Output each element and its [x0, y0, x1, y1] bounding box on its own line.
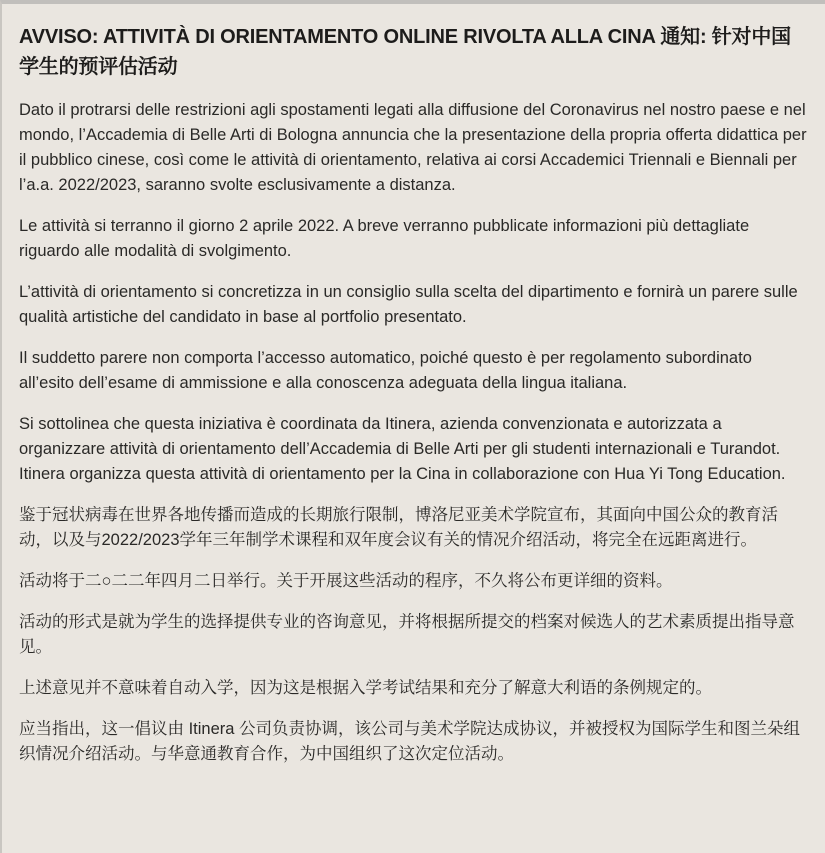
paragraph: Le attività si terranno il giorno 2 aprile 2022. A breve verranno pubblicate informazioni più dettagliate riguardo alle modalità di svolgimento.	[19, 217, 750, 260]
article-body	[19, 98, 810, 767]
paragraph: 应当指出，这一倡议由 Itinera 公司负责协调，该公司与美术学院达成协议，并被授权为国际学生和图兰朵组织情况介绍活动。与华意通教育合作，为中国组织了这次定位活动。	[19, 720, 801, 763]
paragraph: L’attività di orientamento si concretizza in un consiglio sulla scelta del dipartimento e fornirà un parere sulle qualità artistiche del candidato in base al portfolio presentato.	[19, 283, 798, 326]
paragraph: Dato il protrarsi delle restrizioni agli spostamenti legati alla diffusione del Coronavirus nel nostro paese e nel mondo, l’Accademia di Belle Arti di Bologna annuncia che la presentazione della propria offerta didattica per il pubblico cinese, così come le attività di orientamento, relativa ai corsi Accademici Triennali e Biennali per l’a.a. 2022/2023, saranno svolte esclusivamente a distanza.	[19, 101, 807, 194]
paragraph: Il suddetto parere non comporta l’accesso automatico, poiché questo è per regolamento subordinato all’esito dell’esame di ammissione e alla conoscenza adeguata della lingua italiana.	[19, 349, 752, 392]
paragraph: 活动将于二○二二年四月二日举行。关于开展这些活动的程序，不久将公布更详细的资料。	[19, 572, 673, 590]
paragraph: 鉴于冠状病毒在世界各地传播而造成的长期旅行限制，博洛尼亚美术学院宣布，其面向中国公众的教育活动，以及与2022/2023学年三年制学术课程和双年度会议有关的情况介绍活动，将完全在远距离进行。	[19, 506, 778, 549]
page-title: AVVISO: ATTIVITÀ DI ORIENTAMENTO ONLINE RIVOLTA ALLA CINA 通知: 针对中国学生的预评估活动	[19, 26, 791, 78]
paragraph: Si sottolinea che questa iniziativa è coordinata da Itinera, azienda convenzionata e autorizzata a organizzare attività di orientamento dell’Accademia di Belle Arti per gli studenti internazionali e Turandot. Itinera organizza questa attività di orientamento per la Cina in collaborazione con Hua Yi Tong Education.	[19, 415, 786, 483]
paragraph: 上述意见并不意味着自动入学，因为这是根据入学考试结果和充分了解意大利语的条例规定的。	[19, 679, 712, 697]
paragraph: 活动的形式是就为学生的选择提供专业的咨询意见，并将根据所提交的档案对候选人的艺术素质提出指导意见。	[19, 613, 795, 656]
